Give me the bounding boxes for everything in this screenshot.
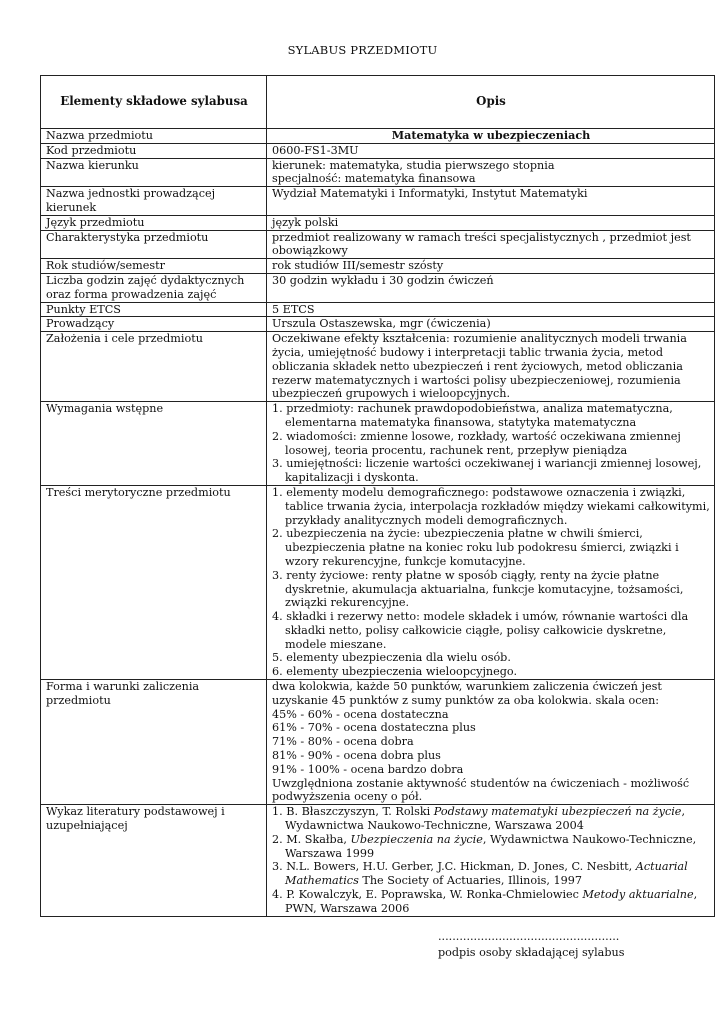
field-line: kierunek: matematyka, studia pierwszego stopnia bbox=[272, 158, 555, 172]
literature-item: 2. M. Skałba, Ubezpieczenia na życie, Wydawnictwa Naukowo-Techniczne, Warszawa 1999 bbox=[272, 832, 697, 860]
row-value bbox=[267, 680, 715, 805]
row-value: rok studiów III/semestr szósty bbox=[267, 259, 715, 274]
list-item: 2. wiadomości: zmienne losowe, rozkłady, wartość oczekiwana zmiennej losowej, teoria procentu, rachunek rent, przepływ pieniądza bbox=[272, 429, 681, 457]
row-value bbox=[267, 485, 715, 679]
row-value: Oczekiwane efekty kształcenia: rozumienie analitycznych modeli trwania życia, umiejętność budowy i interpretacji tablic trwania życia, metod obliczania składek netto ubezpieczeń i rent życiowych, metod obliczania rezerw matematycznych i wartości polisy ubezpieczeniowej, rozumienia ubezpieczeń grupowych i wieloopcyjnych. bbox=[267, 332, 715, 402]
literature-item: 1. B. Błaszczyszyn, T. Rolski Podstawy matematyki ubezpieczeń na życie, Wydawnictwa Naukowo-Techniczne, Warszawa 2004 bbox=[272, 805, 685, 833]
row-label: Rok studiów/semestr bbox=[41, 259, 267, 274]
table-row bbox=[41, 805, 715, 916]
table-row bbox=[41, 230, 715, 259]
table-row bbox=[41, 143, 715, 158]
content-list bbox=[272, 486, 710, 679]
table-row bbox=[41, 302, 715, 317]
list-item: 1. elementy modelu demograficznego: podstawowe oznaczenia i związki, tablice trwania życia, interpolacja rozkładów między wiekami całkowitymi, przykłady analitycznych modeli demograficznych. bbox=[272, 485, 710, 527]
row-value: Urszula Ostaszewska, mgr (ćwiczenia) bbox=[267, 317, 715, 332]
list-item: 3. umiejętności: liczenie wartości oczekiwanej i wariancji zmiennej losowej, kapitalizacji i dyskonta. bbox=[272, 457, 702, 485]
row-value: 5 ETCS bbox=[267, 302, 715, 317]
header-description: Opis bbox=[267, 76, 715, 129]
row-value: przedmiot realizowany w ramach treści specjalistycznych , przedmiot jest obowiązkowy bbox=[267, 230, 715, 259]
row-label: Nazwa przedmiotu bbox=[41, 129, 267, 144]
grading-line: 45% - 60% - ocena dostateczna bbox=[272, 707, 449, 721]
list-item: 1. przedmioty: rachunek prawdopodobieństwa, analiza matematyczna, elementarna matematyka finansowa, statytyka matematyczna bbox=[272, 402, 673, 429]
row-value: język polski bbox=[267, 215, 715, 230]
grading-line: 61% - 70% - ocena dostateczna plus bbox=[272, 721, 476, 735]
header-elements: Elementy składowe sylabusa bbox=[41, 76, 267, 129]
table-row bbox=[41, 680, 715, 805]
row-value: Wydział Matematyki i Informatyki, Instytut Matematyki bbox=[267, 187, 715, 216]
signature-caption: podpis osoby składającej sylabus bbox=[438, 946, 625, 959]
literature-item: 3. N.L. Bowers, H.U. Gerber, J.C. Hickman, D. Jones, C. Nesbitt, Actuarial Mathematics The Society of Actuaries, Illinois, 1997 bbox=[272, 860, 688, 888]
list-item: 2. ubezpieczenia na życie: ubezpieczenia płatne w chwili śmierci, ubezpieczenia płatne na koniec roku lub podokresu śmierci, związki i wzory rekurencyjne, funkcje komutacyjne. bbox=[272, 527, 679, 568]
list-item: 5. elementy ubezpieczenia dla wielu osób. bbox=[272, 651, 511, 665]
grading-line: Uwzględniona zostanie aktywność studentów na ćwiczeniach - możliwość podwyższenia oceny o pół. bbox=[272, 776, 690, 804]
table-row bbox=[41, 332, 715, 402]
list-item: 4. składki i rezerwy netto: modele składek i umów, równanie wartości dla składki netto, polisy całkowicie ciągłe, polisy całkowicie dyskretne, modele mieszane. bbox=[272, 610, 689, 651]
table-row bbox=[41, 187, 715, 216]
row-value bbox=[267, 158, 715, 187]
table-row bbox=[41, 402, 715, 486]
row-value bbox=[267, 805, 715, 916]
row-label: Założenia i cele przedmiotu bbox=[41, 332, 267, 402]
row-value: 30 godzin wykładu i 30 godzin ćwiczeń bbox=[267, 273, 715, 302]
course-name: Matematyka w ubezpieczeniach bbox=[391, 128, 591, 142]
row-label: Charakterystyka przedmiotu bbox=[41, 230, 267, 259]
list-item: 3. renty życiowe: renty płatne w sposób ciągły, renty na życie płatne dyskretnie, akumulacja aktuarialna, funkcje komutacyjne, tożsamości, związki rekurencyjne. bbox=[272, 568, 684, 610]
row-label: Nazwa jednostki prowadzącej kierunek bbox=[41, 187, 267, 216]
table-row bbox=[41, 273, 715, 302]
grading-line: 91% - 100% - ocena bardzo dobra bbox=[272, 762, 464, 776]
signature-dots: ................................................... bbox=[438, 930, 620, 943]
list-item: 6. elementy ubezpieczenia wieloopcyjnego. bbox=[272, 665, 518, 679]
row-label: Forma i warunki zaliczenia przedmiotu bbox=[41, 680, 267, 805]
grading-line: 81% - 90% - ocena dobra plus bbox=[272, 749, 441, 763]
row-label: Kod przedmiotu bbox=[41, 143, 267, 158]
syllabus-table bbox=[40, 75, 715, 917]
table-row bbox=[41, 215, 715, 230]
row-label: Wymagania wstępne bbox=[41, 402, 267, 486]
table-row bbox=[41, 485, 715, 679]
grading-line: 71% - 80% - ocena dobra bbox=[272, 735, 414, 749]
row-label: Liczba godzin zajęć dydaktycznych oraz forma prowadzenia zajęć bbox=[41, 273, 267, 302]
row-label: Język przedmiotu bbox=[41, 215, 267, 230]
row-label: Prowadzący bbox=[41, 317, 267, 332]
table-row bbox=[41, 158, 715, 187]
field-line: specjalność: matematyka finansowa bbox=[272, 172, 476, 186]
table-row bbox=[41, 259, 715, 274]
row-value bbox=[267, 402, 715, 486]
signature-block bbox=[438, 929, 624, 961]
literature-item: 4. P. Kowalczyk, E. Poprawska, W. Ronka-Chmielowiec Metody aktuarialne, PWN, Warszawa 2006 bbox=[272, 888, 698, 915]
course-code: 0600-FS1-3MU bbox=[267, 143, 715, 158]
row-label: Treści merytoryczne przedmiotu bbox=[41, 485, 267, 679]
document-title: SYLABUS PRZEDMIOTU bbox=[287, 43, 438, 57]
requirements-list bbox=[272, 402, 710, 485]
literature-list bbox=[272, 805, 710, 915]
row-value bbox=[267, 129, 715, 144]
row-label: Punkty ETCS bbox=[41, 302, 267, 317]
table-row bbox=[41, 317, 715, 332]
row-label: Nazwa kierunku bbox=[41, 158, 267, 187]
grading-line: dwa kolokwia, każde 50 punktów, warunkiem zaliczenia ćwiczeń jest uzyskanie 45 punktów z sumy punktów za oba kolokwia. skala ocen: bbox=[272, 680, 662, 707]
table-header-row bbox=[41, 76, 715, 129]
row-label: Wykaz literatury podstawowej i uzupełniającej bbox=[41, 805, 267, 916]
table-row bbox=[41, 129, 715, 144]
